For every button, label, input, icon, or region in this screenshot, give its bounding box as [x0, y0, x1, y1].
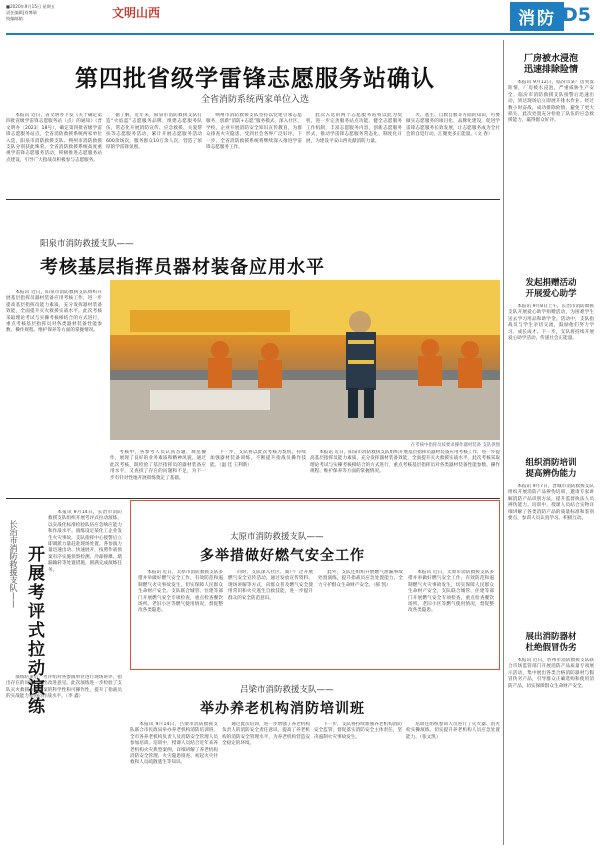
- story2-kicker: 阳泉市消防救援支队——: [40, 239, 134, 249]
- story4-title: 多举措做好燃气安全工作: [200, 548, 365, 564]
- sidebar-title-4: 展出消防器材 杜绝假冒伪劣: [525, 632, 577, 653]
- lead-col5: [406, 113, 500, 196]
- lead-subtitle: 全省消防系统两家单位入选: [200, 95, 309, 105]
- header-rule: [6, 33, 594, 35]
- sidebar-body-4: [508, 658, 594, 844]
- page-number: D5: [562, 4, 591, 26]
- lead-paragraph: 朔州市消防救援支队坚持以党建引领志愿服务，创新“消防+志愿”服务模式，深入社区、学校、企业开展消防安全知识宣传教育，为群众排查火灾隐患，受到社会各界广泛好评。下一步，全省消防救援系统将继续深入推进学雷锋志愿服务工作。: [206, 113, 302, 151]
- sidebar-paragraph: 本报讯 9月12日，临汾市某厂房突发险情，厂房被水浸泡，严重威胁生产安全。临汾市消防救援支队接警后迅速出动，到达现场后立即展开排水作业。经过数小时奋战，成功排除险情，避免了更大损失。此次处置充分检验了队伍的应急救援能力，赢得群众好评。: [508, 80, 594, 124]
- sidebar-title-1: 厂房被水浸泡 迅速排除险情: [523, 54, 578, 75]
- story5-paragraph: 培训还组织参训人员进行了灭火器、消火栓实操演练，切实提升养老机构人员应急处置能力。（张文凯）: [406, 722, 500, 740]
- story4-col3: [318, 570, 403, 666]
- story4-kicker: 太原市消防救援支队——: [230, 532, 324, 542]
- story2-paragraph: 本报讯 近日，阳泉市消防救援支队组织开展基层指挥员器材装备应用考核工作，进一步提高基层指挥员能力素质，充分发挥器材装备效能，全面提升灭火救援实战水平。此次考核采取理论考试与实操考核相结合的方式进行，重点考核基层指挥员对各类器材装备性能参数、操作规程、维护保养等方面的掌握情况。: [310, 450, 500, 475]
- story2-paragraph: 下一步，支队将以此次考核为契机，持续加强器材装备训练，不断提升指战员操作技能。（温 佳 王利新）: [210, 450, 306, 468]
- editor-line: 责任编辑|刘博瑞: [6, 10, 37, 15]
- lead-col3: [206, 113, 302, 196]
- story5-col1: [130, 722, 218, 846]
- story2-col3: [210, 450, 306, 494]
- section-badge: 消防: [510, 2, 564, 31]
- sidebar-body-3: [508, 484, 594, 624]
- story4-paragraph: 此外，支队还组织开展燃气泄漏事故处置演练，提升指战员应急处置能力，全力守护群众生命财产安全。（郝 凯）: [318, 570, 403, 588]
- lead-paragraph: 此次入选的两个志愿服务站将以此为契机，进一步完善服务站点功能，健全志愿服务工作机制，丰富志愿服务内容，创新志愿服务形式，推动学雷锋志愿服务常态化、制度化开展，为建设平安山西贡献消防力量。: [306, 113, 402, 144]
- story5-paragraph: 本报讯 9月14日，吕梁市消防救援支队联合市民政局举办养老机构消防培训班，全市各养老机构负责人及消防安全管理人员参加培训。培训中，授课人员结合近年来养老机构火灾典型案例，详细讲解了养老机构消防安全管理、火灾隐患排查、初起火灾扑救和人员疏散逃生等知识。: [130, 722, 218, 766]
- lead-col4: [306, 113, 402, 196]
- lead-paragraph: 火、逃生、自救自救等方面的知识，可要做实志愿服务的项目化、品牌化建设，促进学雷锋志愿服务长效发展，让志愿服务成为全社会的自觉行动，汇聚更多正能量。（文 春）: [406, 113, 500, 138]
- story5-title: 举办养老机构消防培训班: [200, 701, 365, 717]
- story2-col2: [110, 450, 206, 494]
- issue-date: ■2020年9月15日 星期五: [6, 4, 56, 9]
- story5-col2: [222, 722, 310, 846]
- story3-col1: [48, 510, 122, 670]
- story4-paragraph: 同时，支队深入社区、商户广泛开展燃气安全宣传活动，通过发放宣传资料、现场讲解等方式，向群众普及燃气安全使用常识和火灾逃生自救技能，进一步提升群众的安全防范意识。: [228, 570, 313, 601]
- story2-divider: [6, 498, 500, 499]
- story5-col3: [314, 722, 402, 846]
- story3-paragraph: 演练结束后，考评组对各参演单位进行现场讲评，指出存在的问题，提出改进意见。此次演练进一步检验了支队灭火救援作战预案的科学性和可操作性，提升了指战员的实战能力和协同作战水平。（李 鑫）: [6, 675, 122, 700]
- brand-logo: 文明山西: [112, 6, 161, 20]
- story2-paragraph: 本报讯 近日，阳泉市消防救援支队组织开展基层指挥员器材装备应用考核工作，进一步提高基层指挥员能力素质，充分发挥器材装备效能，全面提升灭火救援实战水平。此次考核采取理论考试与实操考核相结合的方式进行，重点考核基层指挥员对各类器材装备性能参数、操作规程、维护保养等方面的掌握情况。: [6, 290, 102, 334]
- firefighter-photo: [110, 280, 500, 440]
- story5-paragraph: 下一步，支队将持续加强养老机构消防安全监管，督促落实消防安全主体责任，坚决遏制火灾事故发生。: [314, 722, 402, 740]
- story5-paragraph: 通过此次培训，进一步增强了养老机构负责人的消防安全责任意识，提高了养老机构的消防安全管理水平，为养老机构营造安全稳定的环境。: [222, 722, 310, 747]
- sidebar-paragraph: 本报讯 9月7日，晋城市消防救援支队组织开展消防产品辨伪培训，邀请专家讲解消防产品识别方法，提升监督执法人员辨伪能力。培训中，授课人员结合实物详细讲解了各类消防产品的质量标准和鉴别要点，参训人员认真学习、积极互动。: [508, 484, 594, 522]
- story5-kicker: 吕梁市消防救援支队——: [240, 685, 334, 695]
- lead-col1: [6, 113, 102, 196]
- lead-col2: [106, 113, 202, 196]
- story3-col2: [6, 675, 122, 845]
- sidebar-title-3: 组织消防培训 提高辨伪能力: [525, 458, 577, 479]
- story5-col4: [406, 722, 500, 846]
- story2-col4: [310, 450, 500, 494]
- lead-divider: [6, 199, 500, 200]
- story3-title: 开展考评式拉动演练: [24, 545, 44, 716]
- lead-paragraph: 据了解，近年来，阳泉市消防救援支队打造“火焰蓝”志愿服务品牌，组建志愿服务队伍，常态化开展消防宣传、应急救援、关爱帮扶等志愿服务活动，累计开展志愿服务活动600余场次，服务群众10万余人次，营造了浓厚的学雷锋氛围。: [106, 113, 202, 151]
- lead-title: 第四批省级学雷锋志愿服务站确认: [75, 66, 435, 92]
- lead-paragraph: 本报讯 近日，省文明办下发《关于确定第四批省级学雷锋志愿服务站（点）的通知》（晋文明办〔2023〕18号），确定第四批省级学雷锋志愿服务站点。全省消防救援系统两家单位入选，阳泉市消防救援支队、朔州市消防救援支队分别获此殊荣。全省消防救援系统高度重视学雷锋志愿服务活动，积极推进志愿服务站点建设，引导广大指战员积极参与志愿服务。: [6, 113, 102, 163]
- story2-paragraph: 考核中，各参考人员认真答题、规范操作，展现了良好的业务素质和精神风貌。通过此次考核，既检验了基层指挥员的器材装备应用水平，又查找了存在的问题和不足，为下一步有针对性地开展训练奠定了基础。: [110, 450, 206, 481]
- sidebar-title-2: 发起捐赠活动 开展爱心助学: [525, 278, 577, 299]
- sidebar-paragraph: 本报讯 近日，忻州市消防救援支队联合市场监管部门开展消防产品质量专项展示活动，集中展出各类合格消防器材与假冒伪劣产品，引导群众正确选购和使用消防产品，切实保障群众生命财产安全。: [508, 658, 594, 689]
- email-line: 校编邮箱：: [6, 16, 27, 21]
- story3-kicker: 长治市消防救援支队——: [9, 520, 18, 608]
- sidebar-rule: [503, 40, 504, 845]
- sidebar-body-1: [508, 80, 594, 280]
- story4-col2: [228, 570, 313, 666]
- story2-col1: [6, 290, 102, 475]
- story2-title: 考核基层指挥员器材装备应用水平: [40, 257, 325, 278]
- story4-col4: [408, 570, 494, 666]
- story4-paragraph: 本报讯 近日，太原市消防救援支队多措并举做好燃气安全工作，有效防范和遏制燃气火灾事故发生，切实保障人民群众生命财产安全。支队联合城管、住建等部门开展燃气安全专项检查，重点检查餐饮场所、老旧小区等燃气使用情况，督促整改各类隐患。: [138, 570, 223, 614]
- photo-illustration: [110, 280, 500, 440]
- story4-paragraph: 本报讯 近日，太原市消防救援支队多措并举做好燃气安全工作，有效防范和遏制燃气火灾事故发生，切实保障人民群众生命财产安全。支队联合城管、住建等部门开展燃气安全专项检查，重点检查餐饮场所、老旧小区等燃气使用情况，督促整改各类隐患。: [408, 570, 494, 614]
- story3-paragraph: 本报讯 9月14日，长治市消防救援支队组织开展考评式拉动演练，以实战化标准检验队伍应急响应能力和作战水平。演练设定某化工企业发生火灾事故，支队指挥中心接警后立即调派力量赶赴现场处置。各参演力量迅速出动、快速展开，按照作战预案有序实施侦察检测、冷却抑爆、堵漏输转等处置措施，圆满完成演练任务。: [48, 510, 122, 573]
- sidebar-body-2: [508, 304, 594, 454]
- sidebar-paragraph: 本报讯 9月8日上午，长治市消防救援支队开展爱心助学捐赠活动，为困难学生送去学习用品和助学金。活动中，支队指战员与学生亲切交流，鼓励他们努力学习、成长成才。下一步，支队将持续开展爱心助学活动，传递社会正能量。: [508, 304, 594, 342]
- photo-caption: 在考核中指挥员按要求操作器材装备 支队供图: [410, 443, 500, 448]
- story4-col1: [138, 570, 223, 666]
